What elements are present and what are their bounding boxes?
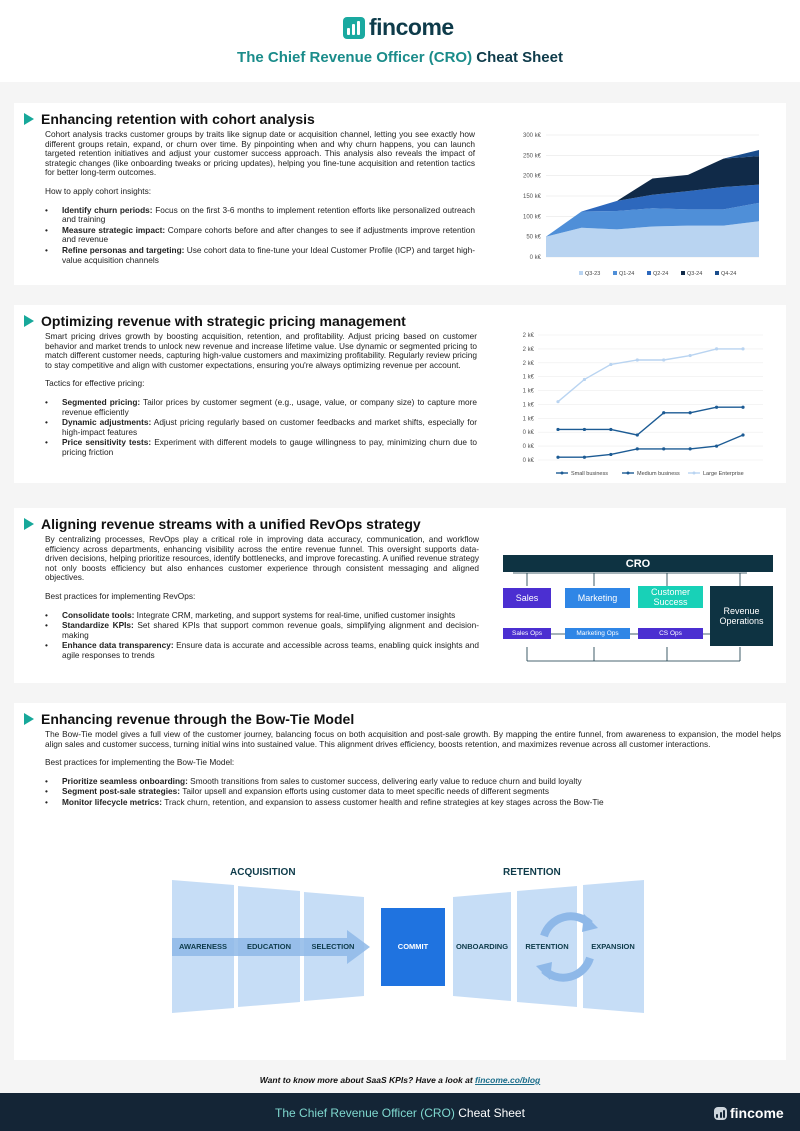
revops-org-diagram bbox=[503, 555, 773, 665]
retention-phase-label: RETENTION bbox=[503, 867, 561, 878]
intro-paragraph: By centralizing processes, RevOps play a critical role in improving data accuracy, communication, and workflow efficiency across departments, enhancing visibility across the entire revenue funnel. This oversight supports data-driven decisions, helping prioritize resources, identify bottlenecks, and improve forecasting. A unified revenue strategy not only boosts efficiency but also enhances customer experience through consistent messaging and aligned objectives. bbox=[45, 534, 479, 583]
y-tick-label: 0 k€ bbox=[522, 444, 534, 451]
legend-label: Q3-23 bbox=[585, 271, 601, 277]
y-tick-label: 100 k€ bbox=[522, 214, 541, 221]
blog-link[interactable]: fincome.co/blog bbox=[475, 1075, 541, 1085]
header bbox=[0, 0, 800, 82]
y-tick-label: 2 k€ bbox=[522, 360, 534, 367]
section-body bbox=[45, 130, 475, 266]
list-item: • Measure strategic impact: Compare cohorts before and after changes to see if adjustments improve retention and revenue bbox=[45, 226, 475, 245]
bullet-list bbox=[45, 206, 475, 266]
section-header bbox=[24, 516, 421, 532]
revenue-operations-box: Revenue Operations bbox=[710, 586, 773, 646]
stage-education: EDUCATION bbox=[246, 942, 292, 951]
section-title: Optimizing revenue with strategic pricing management bbox=[41, 313, 406, 329]
data-point bbox=[583, 428, 586, 431]
play-arrow-icon bbox=[24, 315, 34, 327]
stage-onboarding: ONBOARDING bbox=[455, 942, 509, 951]
bar-chart-icon bbox=[343, 17, 365, 39]
list-item: • Enhance data transparency: Ensure data is accurate and accessible across teams, enabling quick insights and agile responses to trends bbox=[45, 641, 479, 660]
y-tick-label: 0 k€ bbox=[522, 458, 534, 464]
stage-commit: COMMIT bbox=[397, 942, 429, 951]
list-item: • Consolidate tools: Integrate CRM, marketing, and support systems for real-time, unified customer insights bbox=[45, 611, 479, 621]
fincome-logo[interactable] bbox=[343, 14, 454, 41]
legend-marker bbox=[561, 472, 564, 475]
legend-swatch bbox=[647, 271, 651, 275]
y-tick-label: 50 k€ bbox=[526, 234, 541, 241]
list-item: • Price sensitivity tests: Experiment with different models to gauge willingness to pay, minimizing churn due to pricing friction bbox=[45, 438, 477, 457]
data-point bbox=[636, 358, 639, 361]
footer-brand: fincome bbox=[730, 1105, 784, 1121]
cro-box: CRO bbox=[503, 555, 773, 572]
section-body bbox=[45, 332, 477, 459]
legend-label: Q2-24 bbox=[653, 271, 669, 277]
bowtie-shapes bbox=[172, 858, 652, 1058]
data-point bbox=[556, 400, 559, 403]
bowtie-diagram bbox=[172, 858, 652, 1058]
y-tick-label: 1 k€ bbox=[522, 388, 534, 395]
play-arrow-icon bbox=[24, 713, 34, 725]
customer-success-box: Customer Success bbox=[638, 586, 703, 608]
intro-paragraph: Smart pricing drives growth by boosting acquisition, retention, and profitability. Adjust pricing based on customer behavior and market trends to unlock new revenue and increase lifetime value. Use dynamic or segmented pricing to match different customer needs, capturing high-value customers and maximizing profitability. Regularly review pricing to stay competitive and align with customer expectations, ensuring you're always optimizing revenue per account. bbox=[45, 331, 477, 370]
list-lead: Best practices for implementing the Bow-Tie Model: bbox=[45, 757, 235, 768]
section-title: Enhancing retention with cohort analysis bbox=[41, 111, 315, 127]
legend-swatch bbox=[613, 271, 617, 275]
section-body bbox=[45, 535, 479, 662]
stage-awareness: AWARENESS bbox=[179, 942, 227, 951]
y-tick-label: 1 k€ bbox=[522, 402, 534, 409]
legend-label: Medium business bbox=[637, 471, 680, 477]
pricing-line-chart bbox=[508, 327, 770, 479]
data-point bbox=[715, 347, 718, 350]
bullet-list bbox=[45, 611, 479, 661]
data-point bbox=[636, 433, 639, 436]
bullet-list bbox=[45, 777, 781, 808]
brand-name: fincome bbox=[369, 14, 454, 40]
footer-logo[interactable] bbox=[714, 1105, 784, 1121]
section-header bbox=[24, 313, 406, 329]
marketing-box: Marketing bbox=[565, 588, 630, 608]
y-tick-label: 1 k€ bbox=[522, 416, 534, 423]
stage-retention: RETENTION bbox=[525, 942, 569, 951]
legend-label: Small business bbox=[571, 471, 608, 477]
y-tick-label: 250 k€ bbox=[522, 153, 541, 160]
data-point bbox=[689, 354, 692, 357]
y-tick-label: 2 k€ bbox=[522, 346, 534, 353]
data-point bbox=[741, 433, 744, 436]
footer-title: The Chief Revenue Officer (CRO) Cheat Sheet bbox=[275, 1106, 525, 1120]
data-point bbox=[741, 347, 744, 350]
legend-swatch bbox=[579, 271, 583, 275]
pricing-section bbox=[14, 305, 786, 483]
y-tick-label: 0 k€ bbox=[522, 430, 534, 437]
blog-cta: Want to know more about SaaS KPIs? Have a look at fincome.co/blog bbox=[259, 1075, 541, 1085]
legend-label: Q4-24 bbox=[721, 271, 737, 277]
acquisition-label: ACQUISITION bbox=[230, 867, 296, 878]
cs-ops-box: CS Ops bbox=[638, 628, 703, 639]
section-header bbox=[24, 111, 315, 127]
legend-swatch bbox=[715, 271, 719, 275]
data-point bbox=[662, 447, 665, 450]
list-item: • Segment post-sale strategies: Tailor upsell and expansion efforts using customer data to meet specific needs of different segments bbox=[45, 787, 781, 797]
data-point bbox=[636, 447, 639, 450]
list-item: • Dynamic adjustments: Adjust pricing regularly based on customer feedbacks and market shifts, especially for high-impact features bbox=[45, 418, 477, 437]
bullet-list bbox=[45, 398, 477, 458]
list-lead: Tactics for effective pricing: bbox=[45, 378, 145, 389]
legend-label: Q1-24 bbox=[619, 271, 635, 277]
list-lead: How to apply cohort insights: bbox=[45, 185, 152, 196]
list-item: • Identify churn periods: Focus on the first 3-6 months to implement retention efforts like personalized outreach and training bbox=[45, 206, 475, 225]
bar-chart-icon bbox=[714, 1107, 727, 1120]
data-point bbox=[556, 456, 559, 459]
section-body bbox=[45, 730, 781, 809]
sales-box: Sales bbox=[503, 588, 551, 608]
footer bbox=[0, 1093, 800, 1131]
intro-paragraph: The Bow-Tie model gives a full view of the customer journey, balancing focus on both acquisition and post-sale growth. By mapping the entire funnel, from awareness to expansion, the model helps align sales and customer success, turning initial wins into sustained value. This alignment drives efficiency, boosts retention, and maximizes revenue across all customer interactions. bbox=[45, 729, 781, 749]
legend-marker bbox=[627, 472, 630, 475]
data-point bbox=[662, 358, 665, 361]
data-point bbox=[689, 411, 692, 414]
list-item: • Segmented pricing: Tailor prices by customer segment (e.g., usage, value, or company size) to capture more revenue efficiently bbox=[45, 398, 477, 417]
data-point bbox=[609, 363, 612, 366]
section-title: Aligning revenue streams with a unified RevOps strategy bbox=[41, 516, 421, 532]
y-tick-label: 200 k€ bbox=[522, 173, 541, 180]
revops-section bbox=[14, 508, 786, 683]
data-point bbox=[609, 453, 612, 456]
cohort-area-chart bbox=[504, 125, 764, 280]
legend-label: Q3-24 bbox=[687, 271, 703, 277]
stage-expansion: EXPANSION bbox=[591, 942, 635, 951]
marketing-ops-box: Marketing Ops bbox=[565, 628, 630, 639]
bowtie-section bbox=[14, 703, 786, 1060]
series-line-Large Enterprise bbox=[558, 349, 743, 402]
y-tick-label: 2 k€ bbox=[522, 333, 534, 339]
page-title: The Chief Revenue Officer (CRO) Cheat Sheet bbox=[237, 49, 563, 66]
list-item: • Standardize KPIs: Set shared KPIs that support common revenue goals, simplifying alignment and decision-making bbox=[45, 621, 479, 640]
intro-paragraph: Cohort analysis tracks customer groups by traits like signup date or acquisition channel, letting you see exactly how different groups retain, expand, or churn over time. By pinpointing when and why churn happens, you can launch targeted retention initiatives and adjust your customer success approach. This analysis also reveals the impact of strategic changes (like onboarding tweaks or pricing updates), helping you fine-tune acquisition and retention tactics for better long-term outcomes. bbox=[45, 129, 475, 178]
section-title: Enhancing revenue through the Bow-Tie Model bbox=[41, 711, 355, 727]
y-tick-label: 0 k€ bbox=[529, 255, 541, 261]
data-point bbox=[741, 406, 744, 409]
y-tick-label: 1 k€ bbox=[522, 374, 534, 381]
list-item: • Prioritize seamless onboarding: Smooth transitions from sales to customer success, delivering early value to reduce churn and build loyalty bbox=[45, 777, 781, 787]
data-point bbox=[715, 445, 718, 448]
data-point bbox=[609, 428, 612, 431]
y-tick-label: 300 k€ bbox=[522, 133, 541, 139]
series-line-Medium business bbox=[558, 407, 743, 435]
list-item: • Refine personas and targeting: Use cohort data to fine-tune your Ideal Customer Profile (ICP) and target high-value acquisition channels bbox=[45, 246, 475, 265]
data-point bbox=[715, 406, 718, 409]
cohort-section bbox=[14, 103, 786, 285]
data-point bbox=[662, 411, 665, 414]
stage-selection: SELECTION bbox=[311, 942, 355, 951]
sales-ops-box: Sales Ops bbox=[503, 628, 551, 639]
legend-marker bbox=[693, 472, 696, 475]
legend-label: Large Enterprise bbox=[703, 471, 744, 477]
data-point bbox=[583, 456, 586, 459]
legend-swatch bbox=[681, 271, 685, 275]
data-point bbox=[556, 428, 559, 431]
list-lead: Best practices for implementing RevOps: bbox=[45, 590, 196, 601]
data-point bbox=[583, 378, 586, 381]
play-arrow-icon bbox=[24, 113, 34, 125]
section-header bbox=[24, 711, 354, 727]
data-point bbox=[689, 447, 692, 450]
list-item: • Monitor lifecycle metrics: Track churn, retention, and expansion to assess customer health and refine strategies at key stages across the Bow-Tie bbox=[45, 798, 781, 808]
y-tick-label: 150 k€ bbox=[522, 194, 541, 200]
play-arrow-icon bbox=[24, 518, 34, 530]
